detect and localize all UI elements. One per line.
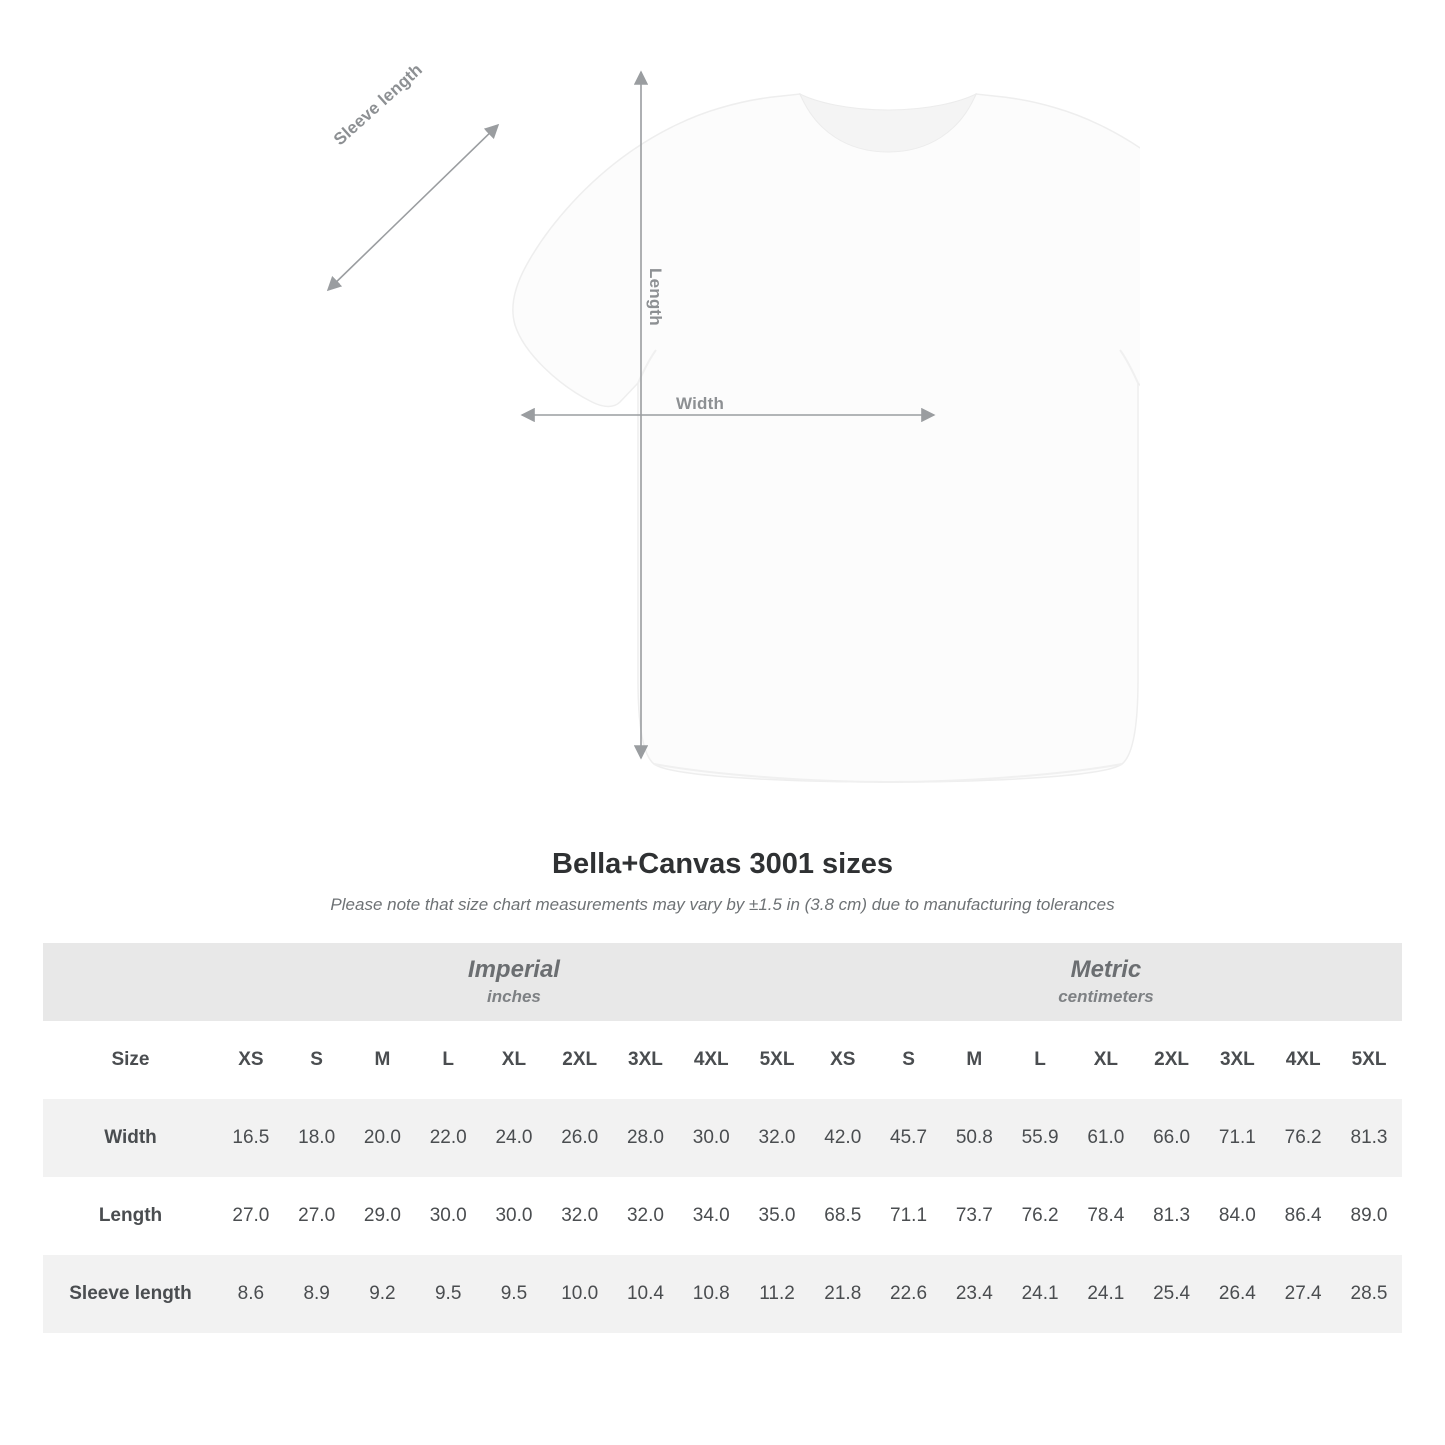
cell-width-4: 24.0	[481, 1099, 547, 1177]
cell-width-14: 66.0	[1139, 1099, 1205, 1177]
cell-length-16: 86.4	[1270, 1177, 1336, 1255]
cell-sleeve-1: 8.9	[284, 1255, 350, 1333]
cell-width-15: 71.1	[1204, 1099, 1270, 1177]
cell-sleeve-2: 9.2	[350, 1255, 416, 1333]
cell-width-8: 32.0	[744, 1099, 810, 1177]
tshirt-graphic	[300, 40, 1140, 800]
tolerance-note: Please note that size chart measurements may vary by ±1.5 in (3.8 cm) due to manufacturing tolerances	[330, 895, 1115, 914]
unit-group-row	[43, 943, 1402, 1021]
column-header-17: 5XL	[1336, 1021, 1402, 1099]
cell-length-5: 32.0	[547, 1177, 613, 1255]
cell-sleeve-5: 10.0	[547, 1255, 613, 1333]
column-header-4: XL	[481, 1021, 547, 1099]
column-header-12: L	[1007, 1021, 1073, 1099]
cell-width-12: 55.9	[1007, 1099, 1073, 1177]
column-header-5: 2XL	[547, 1021, 613, 1099]
cell-sleeve-6: 10.4	[613, 1255, 679, 1333]
width-dimension-label: Width	[676, 394, 725, 413]
cell-length-6: 32.0	[613, 1177, 679, 1255]
column-header-10: S	[876, 1021, 942, 1099]
cell-length-14: 81.3	[1139, 1177, 1205, 1255]
cell-width-5: 26.0	[547, 1099, 613, 1177]
cell-length-7: 34.0	[678, 1177, 744, 1255]
column-header-16: 4XL	[1270, 1021, 1336, 1099]
row-header-length: Length	[43, 1177, 218, 1255]
cell-length-15: 84.0	[1204, 1177, 1270, 1255]
cell-length-9: 68.5	[810, 1177, 876, 1255]
column-header-11: M	[941, 1021, 1007, 1099]
cell-width-7: 30.0	[678, 1099, 744, 1177]
shirt-shape	[513, 94, 1140, 782]
cell-length-17: 89.0	[1336, 1177, 1402, 1255]
column-header-9: XS	[810, 1021, 876, 1099]
cell-length-1: 27.0	[284, 1177, 350, 1255]
unit-group-metric-name: Metric	[1070, 956, 1142, 984]
unit-group-imperial-name: Imperial	[467, 956, 560, 984]
page-title: Bella+Canvas 3001 sizes	[552, 848, 893, 880]
column-header-2: M	[350, 1021, 416, 1099]
cell-width-16: 76.2	[1270, 1099, 1336, 1177]
column-header-1: S	[284, 1021, 350, 1099]
cell-width-1: 18.0	[284, 1099, 350, 1177]
cell-length-4: 30.0	[481, 1177, 547, 1255]
cell-sleeve-8: 11.2	[744, 1255, 810, 1333]
cell-sleeve-14: 25.4	[1139, 1255, 1205, 1333]
cell-length-3: 30.0	[415, 1177, 481, 1255]
column-header-3: L	[415, 1021, 481, 1099]
unit-group-imperial	[218, 943, 810, 1021]
row-header-sleeve-length: Sleeve length	[43, 1255, 218, 1333]
cell-length-2: 29.0	[350, 1177, 416, 1255]
column-header-14: 2XL	[1139, 1021, 1205, 1099]
table-row	[43, 1099, 1402, 1177]
column-header-size: Size	[43, 1021, 218, 1099]
cell-sleeve-0: 8.6	[218, 1255, 284, 1333]
cell-length-11: 73.7	[941, 1177, 1007, 1255]
column-header-row	[43, 1021, 1402, 1099]
table-row	[43, 1177, 1402, 1255]
cell-sleeve-4: 9.5	[481, 1255, 547, 1333]
table-row	[43, 1255, 1402, 1333]
chart-title-block	[0, 848, 1445, 915]
cell-width-11: 50.8	[941, 1099, 1007, 1177]
sleeve-length-dimension-label: Sleeve length	[330, 59, 427, 150]
cell-sleeve-17: 28.5	[1336, 1255, 1402, 1333]
tshirt-svg	[300, 40, 1140, 800]
cell-length-8: 35.0	[744, 1177, 810, 1255]
length-dimension-label: Length	[646, 268, 665, 326]
cell-width-0: 16.5	[218, 1099, 284, 1177]
cell-sleeve-7: 10.8	[678, 1255, 744, 1333]
cell-sleeve-16: 27.4	[1270, 1255, 1336, 1333]
cell-sleeve-12: 24.1	[1007, 1255, 1073, 1333]
unit-group-metric	[810, 943, 1402, 1021]
cell-width-9: 42.0	[810, 1099, 876, 1177]
cell-width-6: 28.0	[613, 1099, 679, 1177]
cell-sleeve-15: 26.4	[1204, 1255, 1270, 1333]
cell-sleeve-11: 23.4	[941, 1255, 1007, 1333]
cell-width-2: 20.0	[350, 1099, 416, 1177]
unit-group-imperial-sub: inches	[487, 987, 541, 1007]
column-header-15: 3XL	[1204, 1021, 1270, 1099]
size-chart-table-wrap	[43, 943, 1402, 1333]
cell-sleeve-3: 9.5	[415, 1255, 481, 1333]
cell-length-13: 78.4	[1073, 1177, 1139, 1255]
unit-group-spacer	[43, 943, 218, 1021]
row-header-width: Width	[43, 1099, 218, 1177]
column-header-6: 3XL	[613, 1021, 679, 1099]
cell-width-13: 61.0	[1073, 1099, 1139, 1177]
column-header-7: 4XL	[678, 1021, 744, 1099]
cell-sleeve-13: 24.1	[1073, 1255, 1139, 1333]
cell-sleeve-10: 22.6	[876, 1255, 942, 1333]
column-header-8: 5XL	[744, 1021, 810, 1099]
cell-length-12: 76.2	[1007, 1177, 1073, 1255]
cell-length-0: 27.0	[218, 1177, 284, 1255]
cell-width-3: 22.0	[415, 1099, 481, 1177]
column-header-13: XL	[1073, 1021, 1139, 1099]
cell-width-10: 45.7	[876, 1099, 942, 1177]
cell-length-10: 71.1	[876, 1177, 942, 1255]
size-chart-table	[43, 943, 1402, 1333]
column-header-0: XS	[218, 1021, 284, 1099]
unit-group-metric-sub: centimeters	[1058, 987, 1154, 1007]
cell-sleeve-9: 21.8	[810, 1255, 876, 1333]
cell-width-17: 81.3	[1336, 1099, 1402, 1177]
